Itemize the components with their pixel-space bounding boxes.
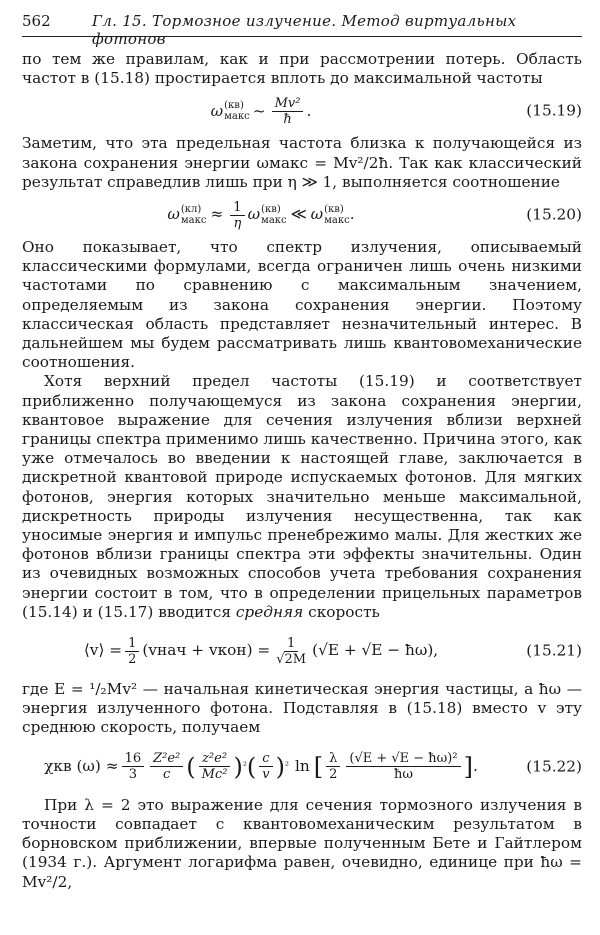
equation-number: (15.22) (526, 757, 582, 776)
fraction: $\frac{16}{3}$ (122, 751, 145, 782)
equation-15-21: ⟨v⟩ = $\frac{1}{2}$ (vнач + vкон) = $\frac{1}{√2M}$ (√E + √E − ħω), (15.21) (83, 635, 582, 667)
equation-number: (15.19) (526, 101, 582, 120)
paragraph-1: по тем же правилам, как и при рассмотрении потерь. Область частот в (15.18) простирается вплоть до максимальной частоты (22, 50, 582, 88)
equation-number: (15.20) (526, 205, 582, 224)
paragraph-6: При λ = 2 это выражение для сечения тормозного излучения в точности совпадает с квантовомеханическим результатом в борновском приближении, впервые полученным Бете и Гайтлером (1934 г.). Аргумент логарифма равен, очевидно, единице при ħω = Mv²/2, (22, 795, 582, 891)
page-number: 562 (22, 12, 51, 30)
fraction: $\frac{\text{Z²e²}}{c}$ (150, 751, 183, 782)
fraction: $\frac{\text{z²e²}}{\text{Mc²}}$ (199, 751, 231, 782)
equation-number: (15.21) (526, 641, 582, 660)
paragraph-2: Заметим, что эта предельная частота близка к получающейся из закона сохранения энергии ωмакс = Mv²/2ħ. Так как классический результат справедлив лишь при η ≫ 1, выполняется соотношение (22, 134, 582, 191)
fraction: $\frac{\text{(√E + √E − ħω)²}}{ħ\omega}$ (346, 751, 460, 782)
equation-15-20: ω (кл) макс ≈ $\frac{1}{\eta}$ ω (кв) макс ≪ ω (кв) макс . (15.20) (167, 199, 582, 231)
fraction: $\frac{1}{√2M}$ (276, 635, 307, 667)
fraction: $\frac{\lambda}{2}$ (326, 751, 340, 782)
equation-15-19: ω (кв) макс ~ $\frac{\text{Mv²}}{ħ}$ . (15.19) (210, 95, 582, 127)
running-title: Гл. 15. Тормозное излучение. Метод виртуальных фотонов (92, 12, 517, 48)
fraction: $\frac{\text{Mv²}}{ħ}$ (272, 96, 304, 127)
page-header (22, 10, 582, 48)
fraction: $\frac{1}{2}$ (125, 636, 139, 667)
page-body (22, 50, 582, 892)
fraction: $\frac{1}{\eta}$ (230, 200, 244, 231)
equation-15-22: χкв (ω) ≈ $\frac{16}{3}$ $\frac{\text{Z²e²}}{c}$ ( $\frac{\text{z²e²}}{\text{Mc²}}$ ) ² ( $\frac{c}{v}$ ) ² ln [ $\frac{\lambda}{2}$ $\frac{\text{(√E + √E − ħω)²}}{ħ\omega}$ ] . (15.22) (44, 751, 582, 783)
fraction: $\frac{c}{v}$ (259, 751, 272, 782)
paragraph-5: где E = ¹/₂Mv² — начальная кинетическая энергия частицы, а ħω — энергия излученного фотона. Подставляя в (15.18) вместо v эту среднюю скорость, получаем (22, 680, 582, 737)
paragraph-4: Хотя верхний предел частоты (15.19) и соответствует приближенно получающемуся из закона сохранения энергии, квантовое выражение для сечения излучения вблизи верхней границы спектра применимо лишь качественно. Причина этого, как уже отмечалось во введении к настоящей главе, заключается в дискретной квантовой природе испускаемых фотонов. Для мягких фотонов, энергия которых значительно меньше максимальной, дискретность природы излучения несущественна, так как уносимые энергия и импульс пренебрежимо малы. Для жестких же фотонов вблизи границы спектра эти эффекты значительны. Один из очевидных возможных способов учета требования сохранения энергии состоит в том, что в определении прицельных параметров (15.14) и (15.17) вводится средняя скорость (22, 372, 582, 621)
paragraph-3: Оно показывает, что спектр излучения, описываемый классическими формулами, всегда ограничен лишь очень низкими частотами по сравнению с максимальным значением, определяемым из закона сохранения энергии. Поэтому классическая область представляет незначительный интерес. В дальнейшем мы будем рассматривать лишь квантовомеханические соотношения. (22, 238, 582, 372)
